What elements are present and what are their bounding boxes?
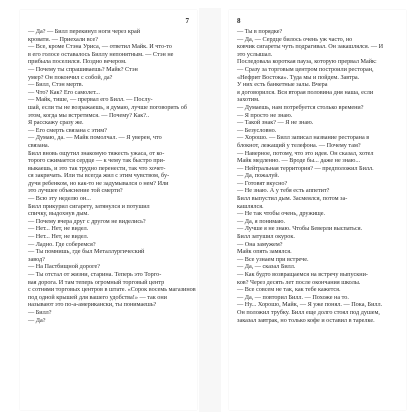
book-gutter <box>199 8 221 412</box>
text-line: в его голосе оставалось Биллу непонятным. — Стэн не <box>28 50 174 58</box>
text-line: — Ну... Хорошо, Майк, — Я уже понял. — Пока, Билл. <box>237 301 383 309</box>
text-line: — Да? <box>28 316 46 324</box>
text-line: Я расскажу сразу же. <box>28 119 84 127</box>
text-line: шай, если ты не возражаешь, я думаю, лучше поговорить об <box>28 103 188 111</box>
text-line: — Не так чтобы очень, дружище. <box>237 210 326 218</box>
text-line: ся закричать. Или ты всегда жил с этим чувством, бу- <box>28 172 170 180</box>
left-page-body <box>28 28 196 324</box>
text-line: торого сжимается сердце — к чему так быстро при- <box>28 157 166 165</box>
text-line: это лучшее объяснение той смерти? <box>28 187 123 195</box>
left-page-header <box>28 18 189 28</box>
text-line: Билл прикурил сигарету, затянулся и потушил <box>28 202 150 210</box>
text-line: захотим. <box>237 96 260 104</box>
text-line: — Все, кроме Стэна Уриса, — ответил Майк. И что-то <box>28 43 172 51</box>
right-page-header <box>237 18 398 28</box>
text-line: — Да, пожалуй. <box>237 172 280 180</box>
text-line: — Все узнаем при встрече. <box>237 255 309 263</box>
text-line: — Наверное, потому, что это идея. Он сказал, хотел <box>237 149 374 157</box>
text-line: — Что? Как? Его самолет... <box>28 88 100 96</box>
text-line: — На Пастбищной дороге? <box>28 263 101 271</box>
text-line: Майк медленно. — Вроде бы... даже не знаю... <box>237 157 361 165</box>
text-line: с сотнями торговых центров в штате. «Сорок восемь магазинов <box>28 286 196 294</box>
text-line: это услышал. <box>237 50 273 58</box>
text-line: выкаешь, и это так трудно перенести, так что хочет- <box>28 164 166 172</box>
text-line: — Майк, тише, — прервал его Билл. — Послу- <box>28 96 153 104</box>
text-line: — Ты в порядке? <box>237 28 283 35</box>
text-line: под одной крышей для вашего удобства!» — так они <box>28 293 167 301</box>
text-line: — Готовят вкусно? <box>237 179 288 187</box>
text-line: дучи ребенком, но как-то не задумывался о нем? Или <box>28 179 169 187</box>
text-line: «Нефрит Востока». Туда мы и пойдем. Завтра. <box>237 73 360 81</box>
text-line: — Думаешь, нам потребуется столько времени? <box>237 103 364 111</box>
text-line: — Лучше я не знаю. Чтобы Беверли выспаться. <box>237 225 363 233</box>
text-line: завод? <box>28 255 45 263</box>
text-line: называют это по-а-американски, ты понимаешь? <box>28 301 157 309</box>
text-line: я договорился. Вся вторая половина дня наша, если <box>237 88 374 96</box>
text-line: этом, когда мы встретимся. — Почему? Как?.. <box>28 111 150 119</box>
text-line: ковчик сигареты чуть подрагивал. Он закашлялся. — И <box>237 43 384 51</box>
text-line: — Думаю, да. — Майк помолчал. — Я уверен, что <box>28 134 162 142</box>
text-line: — Она замужем? <box>237 240 283 248</box>
text-line: — Почему ты спрашиваешь? Майк? Стэн <box>28 65 138 73</box>
text-line: — Билл, Стэн мертв. <box>28 81 84 89</box>
text-line: блокнот, лежащий у телефона. — Почему там? <box>237 141 361 149</box>
text-line: — Да, я понимаю. <box>237 217 286 225</box>
text-line: Билл вновь ощутил знакомую тяжесть ужаса, от ко- <box>28 149 165 157</box>
right-page-body <box>237 28 398 324</box>
text-line: — Его смерть связана с этим? <box>28 126 107 134</box>
text-line: — Ладно. Где соберемся? <box>28 240 96 248</box>
text-line: — Хорошо. — Билл записал название ресторана в <box>237 134 370 142</box>
right-page-number: 8 <box>237 17 241 25</box>
text-line: — Сразу за торговым центром построили ресторан, <box>237 65 374 73</box>
text-line: У них есть банкетные залы. Вчера <box>237 81 328 89</box>
text-line: — Все совсем не так, как тебе кажется. <box>237 286 341 294</box>
text-line: вая дорога. И там теперь огромный торговый центр <box>28 278 165 286</box>
text-line: — Почему вчера друг с другом не виделись? <box>28 217 146 225</box>
left-page <box>20 10 197 410</box>
text-line: — Нет... Нет, не видел. <box>28 233 89 241</box>
text-line: — Всю эту неделю он... <box>28 195 91 203</box>
text-line: кровати. — Приехали все? <box>28 35 98 43</box>
text-line: ков? Через десять лет после окончания школы. <box>237 278 361 286</box>
text-line: Билл затушил окурок. <box>237 233 295 241</box>
text-line: связана. <box>28 141 50 149</box>
text-line: — Ты помнишь, где был Металлургический <box>28 248 145 256</box>
text-line: Последовала короткая пауза, которую прервал Майк: <box>237 58 377 66</box>
text-line: прибыла поселился. Поздно вечером. <box>28 58 127 66</box>
text-line: кашлялся. <box>237 202 264 210</box>
text-line: — Нет... Нет, не видел. <box>28 225 89 233</box>
text-line: — Да, — Сердце билось очень уж часто, но <box>237 35 353 43</box>
text-line: — Не знаю. А у тебя есть аппетит? <box>237 187 330 195</box>
text-line: Он положил трубку. Билл еще долго стоял под душем, <box>237 308 380 316</box>
text-line: заказал завтрак, но только кофе и оставил в тарелке. <box>237 316 375 324</box>
text-line: — Я просто не знаю. <box>237 111 293 119</box>
right-page <box>229 10 406 410</box>
text-line: — Безусловно. <box>237 126 277 134</box>
left-page-number: 7 <box>185 17 189 25</box>
text-line: — Билл? <box>28 308 52 316</box>
text-line: Майк опять замялся. <box>237 248 292 256</box>
text-line: умер? Он покончил с собой, да? <box>28 73 113 81</box>
text-line: Билл выпустил дым. Засмеялся, потом за- <box>237 195 348 203</box>
text-line: — Ты отстал от жизни, старина. Теперь это Торго- <box>28 271 162 278</box>
text-line: — Нейтральная территория? — предположил Билл. <box>237 164 374 172</box>
text-line: — Да, — повторил Билл. — Похоже на то. <box>237 293 349 301</box>
text-line: — Да? — Билл перекинул ноги через край <box>28 28 141 35</box>
text-line: спичку, выдохнув дым. <box>28 210 89 218</box>
text-line: — Да, — сказал Билл. <box>237 263 296 271</box>
text-line: — Такой знак? — Я не знаю. <box>237 119 314 127</box>
text-line: — Как будто возвращаемся на встречу выпускни- <box>237 271 368 278</box>
